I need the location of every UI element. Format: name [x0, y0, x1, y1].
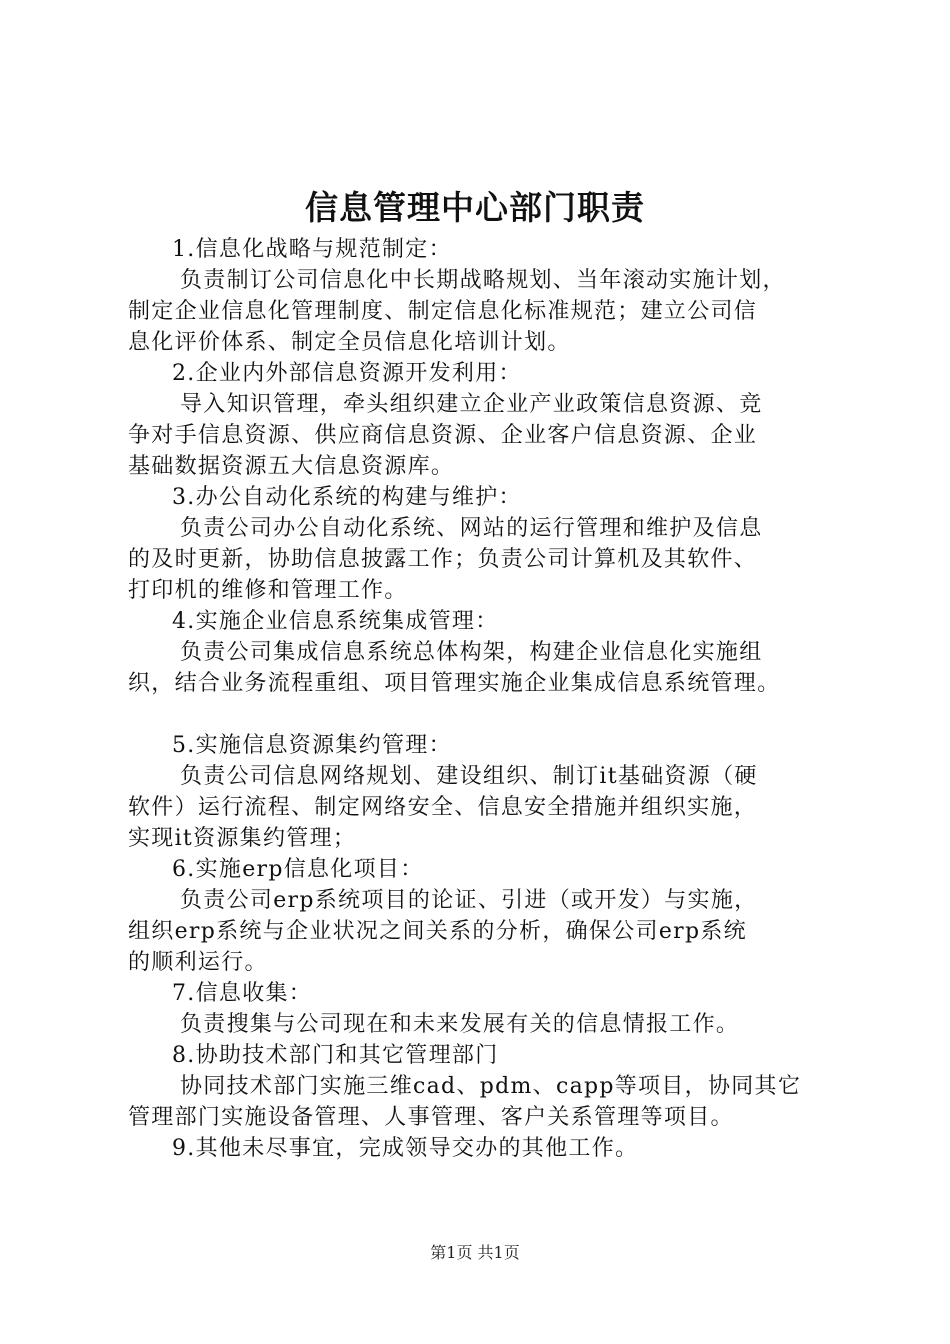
paragraph-line: 的顺利运行。	[128, 950, 268, 975]
section-heading: 4.实施企业信息系统集成管理：	[172, 609, 499, 634]
paragraph-line: 管理部门实施设备管理、人事管理、客户关系管理等项目。	[128, 1105, 734, 1130]
paragraph-line: 软件）运行流程、制定网络安全、信息安全措施并组织实施，	[128, 795, 758, 820]
section-heading: 5.实施信息资源集约管理：	[172, 733, 452, 758]
document-body	[128, 234, 850, 1164]
paragraph-line: 组织erp系统与企业状况之间关系的分析，确保公司erp系统	[128, 919, 747, 944]
paragraph-line: 打印机的维修和管理工作。	[128, 578, 408, 603]
paragraph-line: 息化评价体系、制定全员信息化培训计划。	[128, 330, 571, 355]
blank-line	[128, 699, 850, 730]
paragraph-line: 制定企业信息化管理制度、制定信息化标准规范；建立公司信	[128, 299, 758, 324]
section-heading: 1.信息化战略与规范制定：	[172, 237, 452, 262]
paragraph-line: 实现it资源集约管理；	[128, 826, 357, 851]
paragraph-line: 负责公司集成信息系统总体构架，构建企业信息化实施组	[180, 640, 763, 665]
paragraph-line: 负责搜集与公司现在和未来发展有关的信息情报工作。	[180, 1012, 740, 1037]
section-heading: 9.其他未尽事宜，完成领导交办的其他工作。	[172, 1136, 639, 1161]
section-heading: 2.企业内外部信息资源开发利用：	[172, 361, 522, 386]
section-heading: 3.办公自动化系统的构建与维护：	[172, 485, 522, 510]
section-heading: 7.信息收集：	[172, 981, 313, 1006]
paragraph-line: 争对手信息资源、供应商信息资源、企业客户信息资源、企业	[128, 423, 758, 448]
page-number-footer: 第1页 共1页	[430, 1243, 520, 1262]
paragraph-line: 负责公司办公自动化系统、网站的运行管理和维护及信息	[180, 516, 763, 541]
paragraph-line: 协同技术部门实施三维cad、pdm、capp等项目，协同其它	[180, 1074, 802, 1099]
page-title: 信息管理中心部门职责	[305, 188, 645, 227]
paragraph-line: 负责公司信息网络规划、建设组织、制订it基础资源（硬	[180, 764, 758, 789]
paragraph-line: 负责制订公司信息化中长期战略规划、当年滚动实施计划，	[180, 268, 786, 293]
paragraph-line: 织，结合业务流程重组、项目管理实施企业集成信息系统管理。	[128, 671, 781, 696]
paragraph-line: 负责公司erp系统项目的论证、引进（或开发）与实施，	[180, 888, 758, 913]
paragraph-line: 基础数据资源五大信息资源库。	[128, 454, 455, 479]
paragraph-line: 的及时更新，协助信息披露工作；负责公司计算机及其软件、	[128, 547, 758, 572]
paragraph-line: 导入知识管理，牵头组织建立企业产业政策信息资源、竞	[180, 392, 763, 417]
section-heading: 6.实施erp信息化项目：	[172, 857, 424, 882]
section-heading: 8.协助技术部门和其它管理部门	[172, 1043, 499, 1068]
